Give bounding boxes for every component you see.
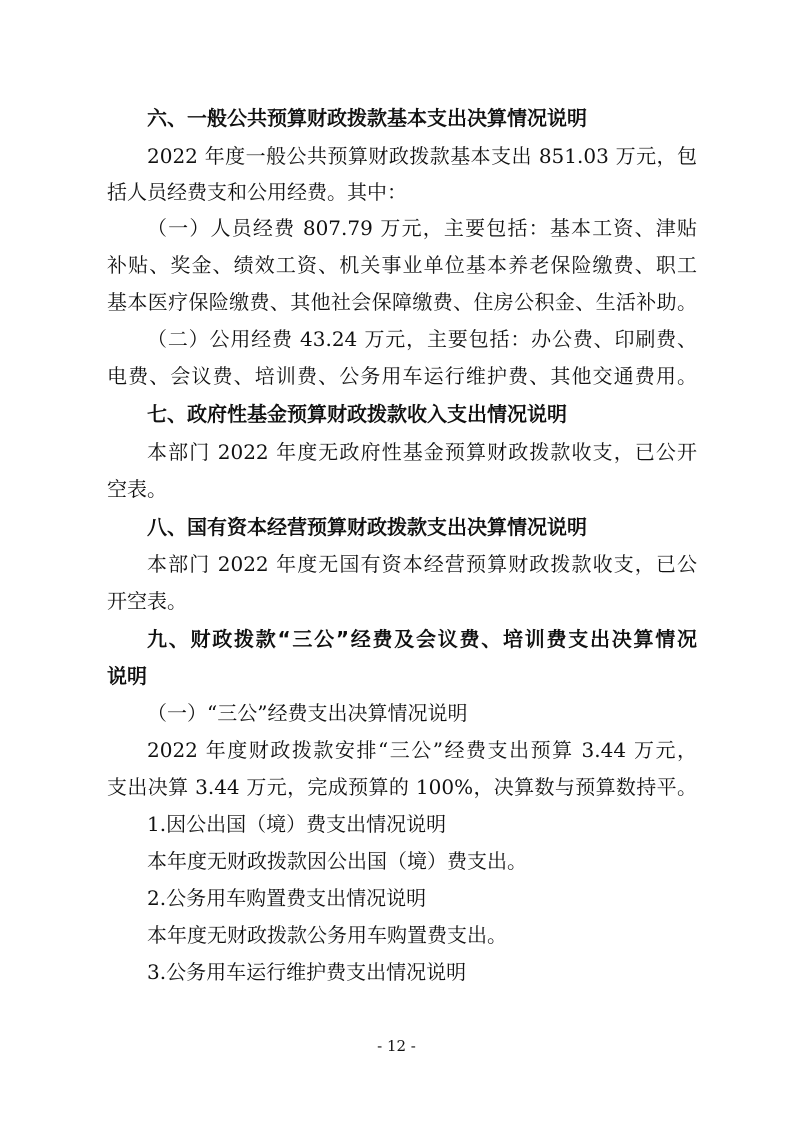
item-1-text: 本年度无财政拨款因公出国（境）费支出。: [147, 849, 527, 873]
section-8-para-line1: 本部门 2022 年度无国有资本经营预算财政拨款收支，已公: [147, 552, 697, 576]
section-9-para-line1: 2022 年度财政拨款安排“三公”经费支出预算 3.44 万元，: [147, 738, 697, 762]
section-8-heading: 八、国有资本经营预算财政拨款支出决算情况说明: [147, 515, 587, 539]
section-6-para1-line1: 2022 年度一般公共预算财政拨款基本支出 851.03 万元，包: [147, 144, 697, 168]
section-7-heading: 七、政府性基金预算财政拨款收入支出情况说明: [147, 402, 567, 426]
section-9-subheading: （一）“三公”经费支出决算情况说明: [147, 701, 468, 725]
section-6-para2-line3: 基本医疗保险缴费、其他社会保障缴费、住房公积金、生活补助。: [107, 290, 697, 314]
section-6-para3-line2: 电费、会议费、培训费、公务用车运行维护费、其他交通费用。: [107, 364, 697, 388]
section-8-para-line2: 开空表。: [107, 589, 187, 613]
item-1-title: 1.因公出国（境）费支出情况说明: [147, 812, 447, 836]
section-6-para1-line2: 括人员经费支和公用经费。其中：: [107, 180, 407, 204]
section-6-para2-line2: 补贴、奖金、绩效工资、机关事业单位基本养老保险缴费、职工: [107, 253, 697, 277]
section-6-heading: 六、一般公共预算财政拨款基本支出决算情况说明: [147, 106, 587, 130]
section-9-heading-line1: 九、财政拨款“三公”经费及会议费、培训费支出决算情况: [147, 627, 697, 651]
item-3-title: 3.公务用车运行维护费支出情况说明: [147, 960, 467, 984]
item-2-text: 本年度无财政拨款公务用车购置费支出。: [147, 923, 507, 947]
section-7-para-line1: 本部门 2022 年度无政府性基金预算财政拨款收支，已公开: [147, 440, 697, 464]
section-6-para2-line1: （一）人员经费 807.79 万元，主要包括：基本工资、津贴: [147, 216, 697, 240]
section-7-para-line2: 空表。: [107, 477, 167, 501]
page-number: - 12 -: [377, 1037, 416, 1055]
section-6-para3-line1: （二）公用经费 43.24 万元，主要包括：办公费、印刷费、: [147, 327, 697, 351]
item-2-title: 2.公务用车购置费支出情况说明: [147, 886, 427, 910]
section-9-para-line2: 支出决算 3.44 万元，完成预算的 100%，决算数与预算数持平。: [107, 775, 697, 799]
section-9-heading-line2: 说明: [107, 664, 147, 688]
